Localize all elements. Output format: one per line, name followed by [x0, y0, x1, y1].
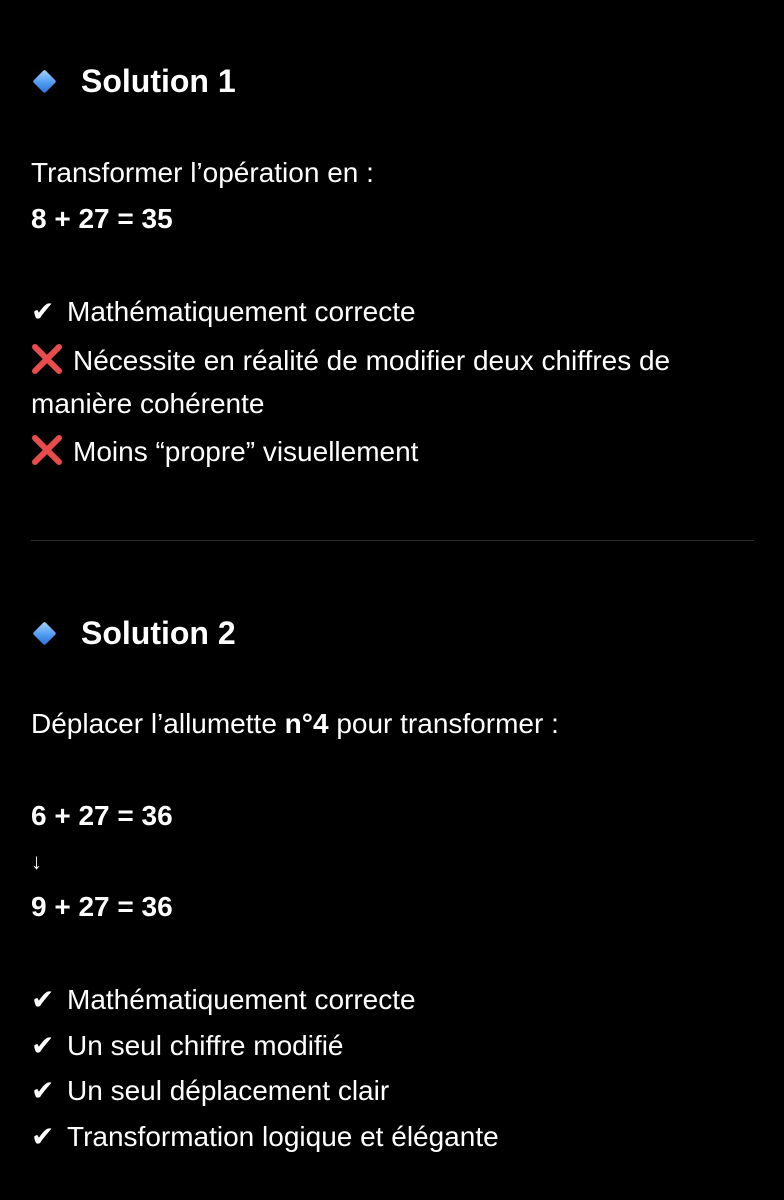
point-text: Mathématiquement correcte: [67, 984, 416, 1015]
down-arrow-icon: ↓: [31, 849, 42, 874]
solution-1-intro: Transformer l’opération en :: [31, 157, 374, 188]
solution-2-intro: [31, 706, 559, 742]
solution-1-point-1: [31, 294, 416, 330]
check-icon: ✔: [31, 1121, 55, 1152]
check-icon: ✔: [31, 1075, 55, 1106]
solution-1-heading: [31, 61, 236, 101]
check-icon: ✔: [31, 1030, 55, 1061]
match-number: n°4: [284, 708, 329, 739]
section-divider: [31, 540, 754, 541]
solution-1-title: Solution 1: [81, 63, 236, 99]
point-text: Mathématiquement correcte: [67, 296, 416, 327]
solution-2-point-1: [31, 982, 416, 1018]
diamond-icon: [32, 69, 56, 93]
check-icon: ✔: [31, 296, 55, 327]
cross-icon: [31, 344, 63, 383]
cross-icon: [31, 435, 63, 474]
solution-1-equation: 8 + 27 = 35: [31, 203, 173, 234]
equation-from: 6 + 27 = 36: [31, 800, 173, 831]
solution-1-point-2-continued: manière cohérente: [31, 388, 265, 419]
point-text: Transformation logique et élégante: [67, 1121, 499, 1152]
solution-2-point-3: [31, 1073, 389, 1109]
check-icon: ✔: [31, 984, 55, 1015]
diamond-icon: [32, 621, 56, 645]
solution-2-title: Solution 2: [81, 615, 236, 651]
intro-text-after: pour transformer :: [328, 708, 559, 739]
solution-2-point-4: [31, 1119, 499, 1155]
solution-2-point-2: [31, 1028, 344, 1064]
point-text: Nécessite en réalité de modifier deux chiffres de: [73, 345, 671, 376]
solution-1-point-3: [31, 431, 418, 470]
point-text: Moins “propre” visuellement: [73, 436, 419, 467]
solution-2-heading: [31, 613, 236, 653]
solution-1-point-2: [31, 340, 670, 379]
intro-text-before: Déplacer l’allumette: [31, 708, 285, 739]
point-text: Un seul chiffre modifié: [67, 1030, 344, 1061]
equation-to: 9 + 27 = 36: [31, 891, 173, 922]
point-text: Un seul déplacement clair: [67, 1075, 390, 1106]
